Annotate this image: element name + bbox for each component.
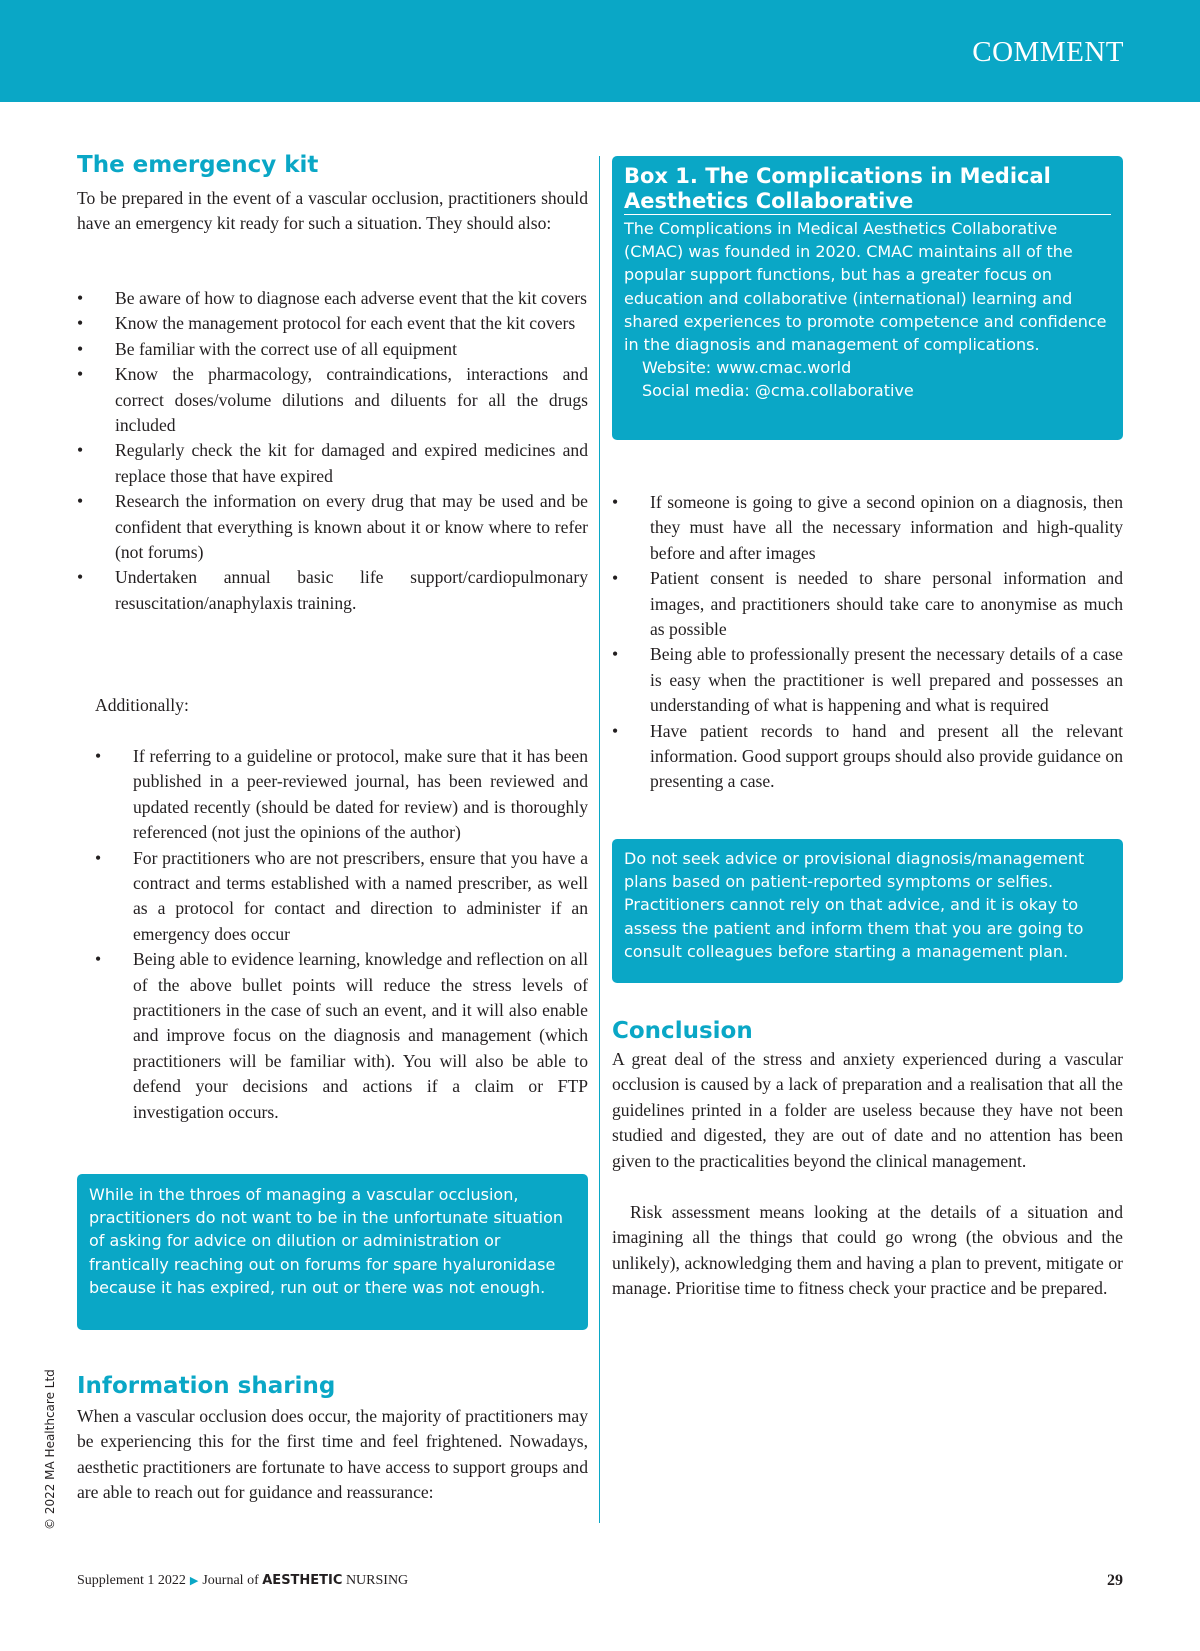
bullet-icon: • bbox=[77, 313, 84, 334]
vascular-occlusion-callout: While in the throes of managing a vascular occlusion, practitioners do not want to be in the unfortunate situation of asking for advice on dilution or administration or frantically reaching out on forums for spare hyaluronidase because it has expired, run out or there was not enough. bbox=[77, 1174, 588, 1330]
list-item: • Being able to evidence learning, knowledge and reflection on all of the above bullet points will reduce the stress levels of practitioners in the case of such an event, and it will also enable and improve focus on the diagnosis and management (which practitioners will be familiar with). You will also be able to defend your decisions and actions if a claim or FTP investigation occurs. bbox=[95, 949, 588, 1122]
information-sharing-text: When a vascular occlusion does occur, the majority of practitioners may be experiencing this for the first time and feel frightened. Nowadays, aesthetic practitioners are fortunate to have access to support groups and are able to reach out for guidance and reassurance: bbox=[77, 1406, 588, 1503]
information-sharing-list bbox=[612, 490, 1123, 795]
bullet-icon: • bbox=[77, 338, 84, 359]
emergency-kit-intro: To be prepared in the event of a vascular occlusion, practitioners should have an emergency kit ready for such a situation. They should also: bbox=[77, 188, 588, 234]
additionally-label: Additionally: bbox=[95, 695, 189, 715]
list-item: • Being able to professionally present the necessary details of a case is easy when the practitioner is well prepared and possesses an understanding of what is happening and what is required bbox=[612, 644, 1123, 716]
triangle-right-icon: ▶ bbox=[189, 1575, 199, 1587]
cmac-box bbox=[612, 156, 1123, 440]
bullet-icon: • bbox=[77, 440, 84, 461]
supplement-label: Supplement 1 2022 bbox=[77, 1573, 186, 1588]
bullet-icon: • bbox=[95, 949, 102, 970]
list-item: • If referring to a guideline or protocol, make sure that it has been published in a peer-reviewed journal, has been reviewed and updated recently (should be dated for review) and is thoroughly referenced (not just the opinions of the author) bbox=[95, 746, 588, 843]
bullet-icon: • bbox=[77, 364, 84, 385]
conclusion-heading: Conclusion bbox=[612, 1018, 753, 1044]
bullet-icon: • bbox=[95, 746, 102, 766]
bullet-icon: • bbox=[77, 491, 84, 512]
list-item: • Be aware of how to diagnose each adverse event that the kit covers bbox=[77, 286, 588, 311]
box-social: Social media: @cma.collaborative bbox=[642, 381, 914, 401]
conclusion-paragraph-1: A great deal of the stress and anxiety experienced during a vascular occlusion is caused by a lack of preparation and a realisation that all the guidelines printed in a folder are useless because they have not been studied and digested, they are out of date and no attention has been given to the practicalities beyond the clinical management. bbox=[612, 1049, 1123, 1171]
journal-name-strong: AESTHETIC bbox=[262, 1573, 343, 1588]
emergency-kit-list bbox=[77, 286, 588, 616]
header-bar bbox=[0, 0, 1200, 102]
list-item: • Be familiar with the correct use of all equipment bbox=[77, 337, 588, 362]
box-body: The Complications in Medical Aesthetics Collaborative (CMAC) was founded in 2020. CMAC maintains all of the popular support functions, but has a greater focus on education and collaborative (international) learning and shared experiences to promote competence and confidence in the diagnosis and management of complications. bbox=[624, 219, 1107, 355]
additional-list bbox=[95, 744, 588, 1125]
bullet-icon: • bbox=[77, 288, 84, 308]
column-divider bbox=[599, 156, 600, 1523]
conclusion-paragraph-2: Risk assessment means looking at the details of a situation and imagining all the things that could go wrong (the obvious and the unlikely), acknowledging them and having a plan to prevent, mitigate or manage. Prioritise time to fitness check your practice and be prepared. bbox=[612, 1202, 1123, 1299]
list-item: • For practitioners who are not prescribers, ensure that you have a contract and terms established with a named prescriber, as well as a protocol for contact and direction to administer if an emergency does occur bbox=[95, 847, 588, 944]
list-item: • Regularly check the kit for damaged and expired medicines and replace those that have expired bbox=[77, 440, 588, 486]
footer bbox=[77, 1573, 408, 1589]
bullet-icon: • bbox=[95, 847, 102, 868]
information-sharing-heading: Information sharing bbox=[77, 1373, 336, 1399]
list-item: • Undertaken annual basic life support/cardiopulmonary resuscitation/anaphylaxis training. bbox=[77, 567, 588, 613]
list-item: • Know the management protocol for each event that the kit covers bbox=[77, 311, 588, 336]
copyright-notice: © 2022 MA Healthcare Ltd bbox=[43, 1369, 57, 1530]
bullet-icon: • bbox=[612, 644, 619, 665]
list-item: • Research the information on every drug that may be used and be confident that everything is known about it or know where to refer (not forums) bbox=[77, 491, 588, 563]
list-item: • If someone is going to give a second opinion on a diagnosis, then they must have all the necessary information and high-quality before and after images bbox=[612, 492, 1123, 563]
section-label: COMMENT bbox=[972, 36, 1124, 68]
journal-suffix: NURSING bbox=[345, 1573, 409, 1588]
page-number: 29 bbox=[1107, 1572, 1123, 1589]
list-item: • Have patient records to hand and present all the relevant information. Good support groups should also provide guidance on presenting a case. bbox=[612, 720, 1123, 792]
bullet-icon: • bbox=[77, 567, 84, 588]
list-item: • Know the pharmacology, contraindications, interactions and correct doses/volume dilutions and diluents for all the drugs included bbox=[77, 364, 588, 436]
journal-prefix: Journal of bbox=[202, 1573, 259, 1588]
bullet-icon: • bbox=[612, 492, 619, 512]
bullet-icon: • bbox=[612, 568, 619, 589]
advice-callout: Do not seek advice or provisional diagnosis/management plans based on patient-reported symptoms or selfies. Practitioners cannot rely on that advice, and it is okay to assess the patient and inform them that you are going to consult colleagues before starting a management plan. bbox=[612, 839, 1123, 983]
bullet-icon: • bbox=[612, 720, 619, 741]
box-title: Box 1. The Complications in Medical Aesthetics Collaborative bbox=[624, 164, 1111, 215]
emergency-kit-heading: The emergency kit bbox=[77, 152, 319, 178]
box-website: Website: www.cmac.world bbox=[642, 358, 852, 378]
list-item: • Patient consent is needed to share personal information and images, and practitioners should take care to anonymise as much as possible bbox=[612, 568, 1123, 640]
